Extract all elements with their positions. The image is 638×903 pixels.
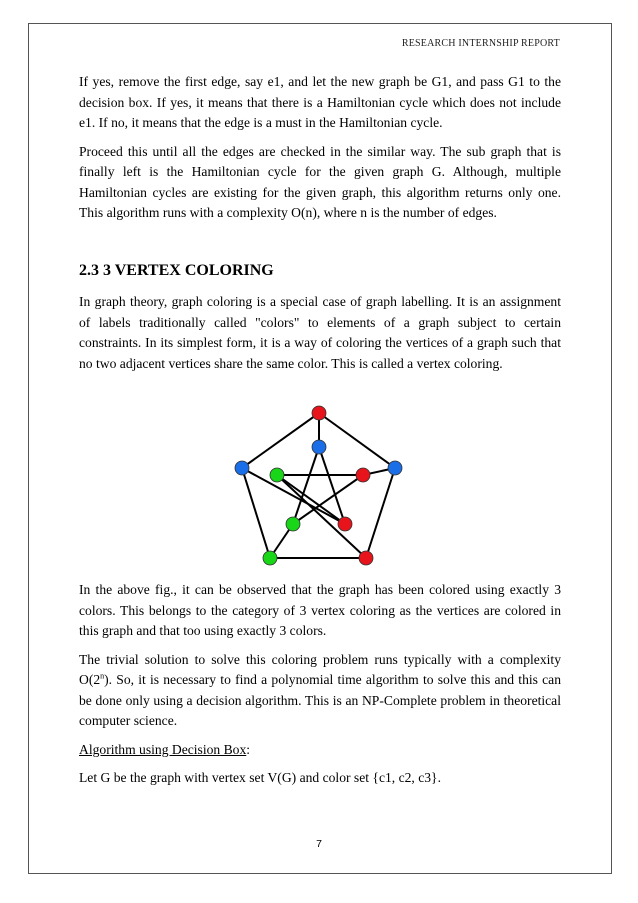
graph-edge-outer [319, 413, 395, 468]
section-heading: 2.3 3 VERTEX COLORING [79, 262, 274, 279]
graph-edge-outer [366, 468, 395, 558]
paragraph-4: In the above fig., it can be observed that the graph has been colored using exactly 3 colors. This belongs to the category of 3 vertex coloring as the vertices are colored in this graph and that too using exactly 3 colors. [79, 582, 561, 638]
graph-vertex-inner [356, 468, 370, 482]
graph-edge-inner [293, 447, 319, 524]
graph-vertex-inner [270, 468, 284, 482]
algorithm-subheading: Algorithm using Decision Box [79, 741, 247, 757]
graph-vertex-outer [312, 406, 326, 420]
exponent-n: n [100, 671, 105, 681]
page-number: 7 [316, 838, 322, 850]
text-block-top [79, 72, 561, 224]
paragraph-2: Proceed this until all the edges are checked in the similar way. The sub graph that is finally left is the Hamiltonian cycle for the given graph G. Although, multiple Hamiltonian cycles are existing for the given graph, this algorithm returns only one. This algorithm runs with a complexity O(n), where n is the number of edges. [79, 143, 561, 220]
graph-vertex-outer [235, 461, 249, 475]
graph-vertex-outer [263, 551, 277, 565]
graph-vertex-inner [286, 517, 300, 531]
subheading-colon: : [246, 741, 251, 757]
graph-vertex-inner [312, 440, 326, 454]
graph-vertex-outer [388, 461, 402, 475]
graph-edge-outer [242, 413, 319, 468]
running-header: RESEARCH INTERNSHIP REPORT [401, 38, 560, 49]
paragraph-6 [79, 740, 561, 761]
paragraph-5 [79, 650, 561, 732]
paragraph-5-text-a: The trivial solution to solve this coloring problem runs typically with a complexity O(2 [79, 651, 561, 687]
petersen-graph-figure [230, 398, 410, 570]
text-block-bottom [79, 580, 561, 789]
paragraph-1: If yes, remove the first edge, say e1, and let the new graph be G1, and pass G1 to the decision box. If yes, it means that there is a Hamiltonian cycle which does not include e1. If no, it means that the edge is a must in the Hamiltonian cycle. [79, 74, 561, 130]
paragraph-5-text-b: ). So, it is necessary to find a polynomial time algorithm to solve this and this can be done only using a decision algorithm. This is an NP-Complete problem in theoretical computer science. [79, 672, 561, 728]
paragraph-3: In graph theory, graph coloring is a special case of graph labelling. It is an assignment of labels traditionally called "colors" to elements of a graph subject to certain constraints. In its simplest form, it is a way of coloring the vertices of a graph such that no two adjacent vertices share the same color. This is called a vertex coloring. [79, 294, 561, 371]
text-block-middle [79, 292, 561, 374]
graph-vertex-inner [338, 517, 352, 531]
paragraph-7: Let G be the graph with vertex set V(G) and color set {c1, c2, c3}. [79, 770, 441, 785]
graph-edge-inner [277, 475, 345, 524]
graph-edge-spoke [277, 475, 366, 558]
graph-vertex-outer [359, 551, 373, 565]
